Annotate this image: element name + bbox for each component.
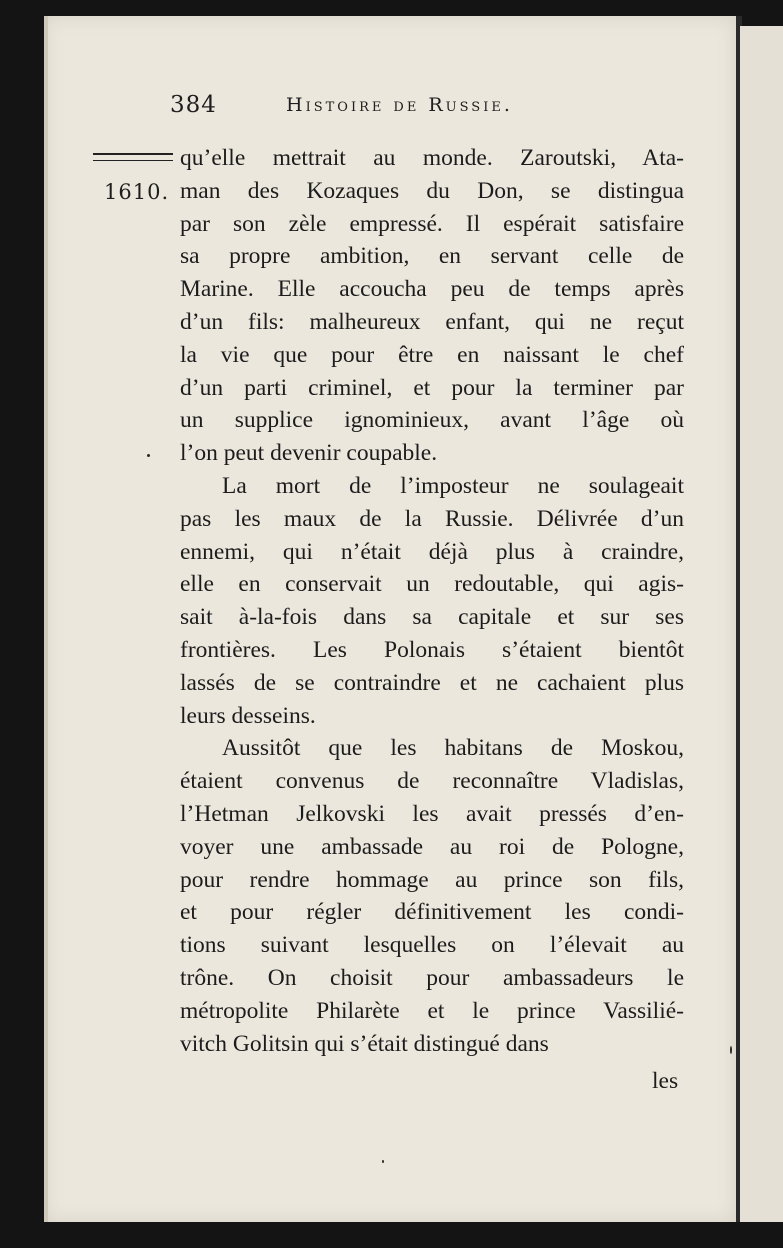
- text-line: lassés de se contraindre et ne cachaient plus: [180, 669, 684, 696]
- ink-speck: [382, 1160, 384, 1163]
- margin-rule: [93, 153, 173, 161]
- text-line: d’un parti criminel, et pour la terminer par: [180, 374, 684, 401]
- text-line: leurs desseins.: [180, 702, 316, 729]
- text-line: trône. On choisit pour ambassadeurs le: [180, 964, 684, 991]
- text-line: frontières. Les Polonais s’étaient bientôt: [180, 636, 684, 663]
- text-line: pas les maux de la Russie. Délivrée d’un: [180, 505, 684, 532]
- text-line: l’Hetman Jelkovski les avait pressés d’en-: [180, 800, 684, 827]
- text-line: ennemi, qui n’était déjà plus à craindre,: [180, 538, 684, 565]
- text-line: Aussitôt que les habitans de Moskou,: [222, 735, 684, 762]
- text-line: qu’elle mettrait au monde. Zaroutski, Ata-: [180, 145, 684, 171]
- text-line: la vie que pour être en naissant le chef: [180, 341, 684, 368]
- text-line: elle en conservait un redoutable, qui agis-: [180, 571, 684, 598]
- facing-page-edge: [740, 26, 783, 1222]
- text-line: sait à-la-fois dans sa capitale et sur ses: [180, 604, 684, 631]
- running-header: [0, 92, 783, 128]
- ink-speck: [147, 454, 150, 457]
- text-line: voyer une ambassade au roi de Pologne,: [180, 833, 684, 860]
- text-line: man des Kozaques du Don, se distingua: [180, 177, 684, 204]
- text-line: métropolite Philarète et le prince Vassilié-: [180, 997, 684, 1024]
- page-gutter-edge: [44, 16, 48, 1222]
- text-line: étaient convenus de reconnaître Vladislas,: [180, 768, 684, 795]
- text-line: vitch Golitsin qui s’était distingué dans: [180, 1030, 549, 1057]
- text-line: sa propre ambition, en servant celle de: [180, 243, 684, 270]
- text-line: tions suivant lesquelles on l’élevait au: [180, 932, 684, 959]
- text-line: d’un fils: malheureux enfant, qui ne reçut: [180, 308, 684, 335]
- margin-year-note: 1610.: [104, 180, 170, 204]
- catchword: les: [652, 1068, 679, 1094]
- text-line: et pour régler définitivement les condi-: [180, 899, 684, 926]
- ink-speck: [730, 1046, 732, 1054]
- text-line: pour rendre hommage au prince son fils,: [180, 866, 684, 893]
- text-line: l’on peut devenir coupable.: [180, 440, 438, 467]
- text-line: Marine. Elle accoucha peu de temps après: [180, 276, 684, 303]
- body-text: [180, 142, 684, 1060]
- text-line: un supplice ignominieux, avant l’âge où: [180, 407, 684, 434]
- running-title: Histoire de Russie.: [286, 94, 513, 116]
- text-line: La mort de l’imposteur ne soulageait: [222, 472, 684, 499]
- page-number: 384: [170, 92, 217, 118]
- text-line: par son zèle empressé. Il espérait satisfaire: [180, 210, 684, 237]
